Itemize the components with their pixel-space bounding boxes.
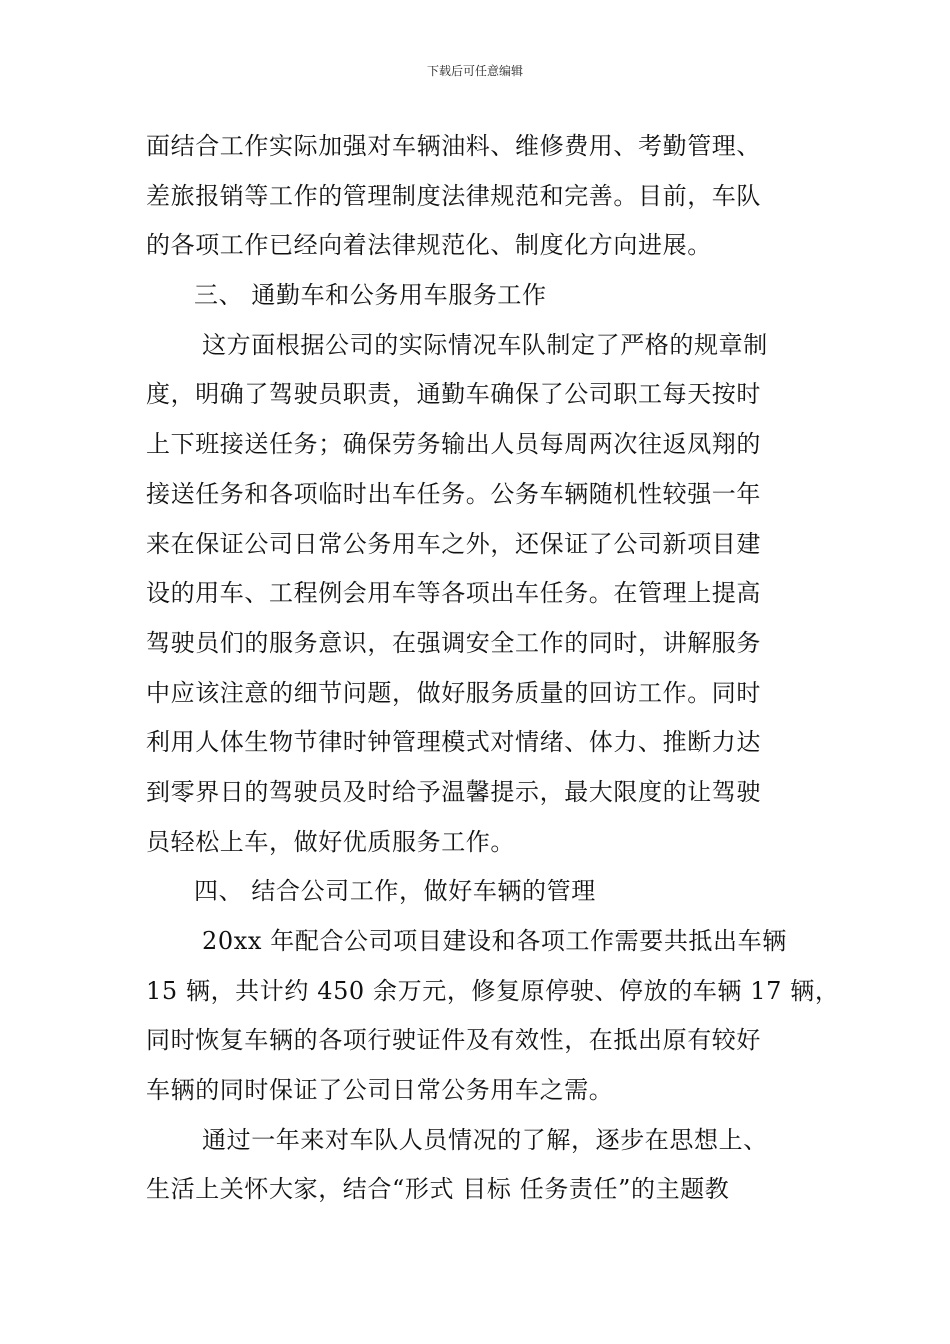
- document-body: [146, 122, 840, 1215]
- text-line: 中应该注意的细节问题，做好服务质量的回访工作。同时: [146, 678, 761, 707]
- text-line: 上下班接送任务；确保劳务输出人员每周两次往返凤翔的: [146, 430, 761, 459]
- page-header-note: 下载后可任意编辑: [426, 64, 523, 78]
- text-line: 的各项工作已经向着法律规范化、制度化方向进展。: [146, 231, 712, 260]
- text-line: 差旅报销等工作的管理制度法律规范和完善。目前，车队: [146, 181, 761, 210]
- text-line: 来在保证公司日常公务用车之外，还保证了公司新项目建: [146, 529, 761, 558]
- text-line: 员轻松上车，做好优质服务工作。: [146, 827, 515, 856]
- text-line: 15 辆，共计约 450 余万元，修复原停驶、停放的车辆 17 辆，: [146, 976, 840, 1005]
- text-line: 设的用车、工程例会用车等各项出车任务。在管理上提高: [146, 579, 761, 608]
- text-line: 车辆的同时保证了公司日常公务用车之需。: [146, 1076, 614, 1105]
- text-line: 通过一年来对车队人员情况的了解，逐步在思想上、: [202, 1125, 768, 1154]
- text-line: 利用人体生物节律时钟管理模式对情绪、体力、推断力达: [146, 728, 761, 757]
- text-line: 四、 结合公司工作，做好车辆的管理: [194, 877, 596, 906]
- text-line: 三、 通勤车和公务用车服务工作: [194, 281, 547, 310]
- text-line: 面结合工作实际加强对车辆油料、维修费用、考勤管理、: [146, 132, 761, 160]
- text-line: 度，明确了驾驶员职责，通勤车确保了公司职工每天按时: [146, 380, 761, 409]
- text-line: 这方面根据公司的实际情况车队制定了严格的规章制: [202, 330, 768, 359]
- text-line: 到零界日的驾驶员及时给予温馨提示，最大限度的让驾驶: [146, 777, 761, 806]
- text-line: 接送任务和各项临时出车任务。公务车辆随机性较强一年: [146, 479, 761, 508]
- text-line: 驾驶员们的服务意识，在强调安全工作的同时，讲解服务: [146, 628, 761, 657]
- text-line: 20xx 年配合公司项目建设和各项工作需要共抵出车辆: [202, 927, 787, 955]
- text-line: 同时恢复车辆的各项行驶证件及有效性，在抵出原有较好: [146, 1026, 761, 1055]
- text-line: 生活上关怀大家，结合“形式 目标 任务责任”的主题教: [146, 1175, 730, 1204]
